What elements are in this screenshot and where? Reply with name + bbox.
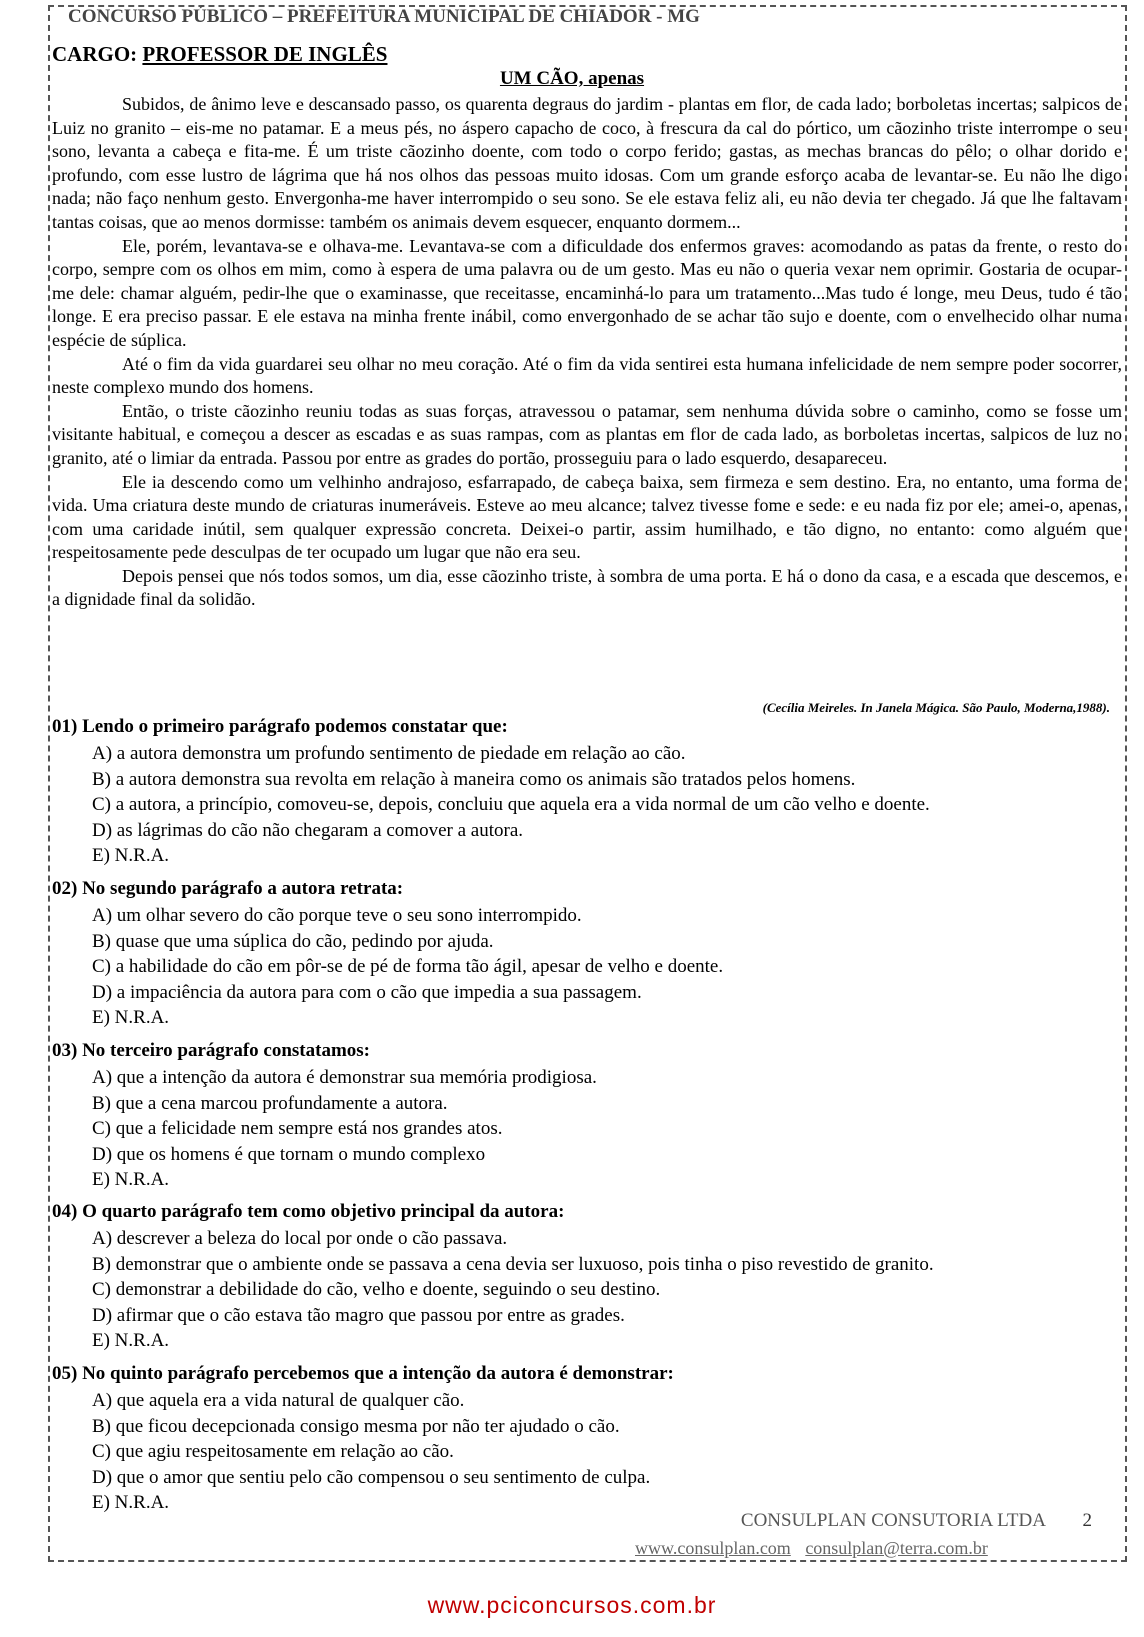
question-3-options <box>92 1065 597 1193</box>
question-1-option-d: D) as lágrimas do cão não chegaram a comover a autora. <box>92 819 523 841</box>
cargo-value: PROFESSOR DE INGLÊS <box>142 42 388 66</box>
question-2-options <box>92 903 723 1031</box>
question-5-title: 05) No quinto parágrafo percebemos que a intenção da autora é demonstrar: <box>52 1363 674 1384</box>
paragraph-3: Até o fim da vida guardarei seu olhar no meu coração. Até o fim da vida sentirei esta humana infelicidade de nem sempre poder socorrer, neste complexo mundo dos homens. <box>52 353 1122 398</box>
question-4-option-b: B) demonstrar que o ambiente onde se passava a cena devia ser luxuoso, pois tinha o piso revestido de granito. <box>92 1253 934 1275</box>
footer-links <box>635 1538 998 1559</box>
question-5-option-b: B) que ficou decepcionada consigo mesma por não ter ajudado o cão. <box>92 1415 620 1437</box>
question-2-option-e: E) N.R.A. <box>92 1007 170 1028</box>
question-1-option-e: E) N.R.A. <box>92 845 170 866</box>
question-4-option-d: D) afirmar que o cão estava tão magro que passou por entre as grades. <box>92 1304 625 1326</box>
question-3-option-a: A) que a intenção da autora é demonstrar sua memória prodigiosa. <box>92 1067 597 1088</box>
question-3-option-d: D) que os homens é que tornam o mundo complexo <box>92 1143 486 1165</box>
footer-email-link[interactable]: consulplan@terra.com.br <box>805 1538 988 1558</box>
question-2-option-b: B) quase que uma súplica do cão, pedindo por ajuda. <box>92 930 494 952</box>
question-2-title: 02) No segundo parágrafo a autora retrata: <box>52 878 404 899</box>
question-5-option-e: E) N.R.A. <box>92 1492 170 1513</box>
question-2-option-d: D) a impaciência da autora para com o cão que impedia a sua passagem. <box>92 981 642 1003</box>
paragraph-4: Então, o triste cãozinho reuniu todas as suas forças, atravessou o patamar, sem nenhuma dúvida sobre o caminho, como se fosse um visitante habitual, e começou a descer as escadas e as suas rampas, com as plantas em flor de cada lado, as borboletas incertas, salpicos de luz no granito, até o limiar da entrada. Passou por entre as grades do portão, prosseguiu para o lado esquerdo, desapareceu. <box>52 400 1122 468</box>
question-5-option-d: D) que o amor que sentiu pelo cão compensou o seu sentimento de culpa. <box>92 1466 651 1488</box>
text-body <box>52 93 1122 612</box>
question-5-option-c: C) que agiu respeitosamente em relação ao cão. <box>92 1441 454 1462</box>
question-1-options <box>92 741 930 869</box>
question-4-option-c: C) demonstrar a debilidade do cão, velho e doente, seguindo o seu destino. <box>92 1279 661 1300</box>
cargo-label: CARGO: <box>52 42 138 66</box>
question-2-option-c: C) a habilidade do cão em pôr-se de pé de forma tão ágil, apesar de velho e doente. <box>92 956 724 977</box>
text-title: UM CÃO, apenas <box>499 68 645 89</box>
cargo-line <box>52 42 387 67</box>
question-1-title: 01) Lendo o primeiro parágrafo podemos constatar que: <box>52 716 508 737</box>
question-1-option-b: B) a autora demonstra sua revolta em relação à maneira como os animais são tratados pelos homens. <box>92 768 856 790</box>
question-3-option-c: C) que a felicidade nem sempre está nos grandes atos. <box>92 1118 503 1139</box>
citation: (Cecília Meireles. In Janela Mágica. São Paulo, Moderna,1988). <box>762 700 1110 715</box>
question-4-option-e: E) N.R.A. <box>92 1330 170 1351</box>
question-3-title: 03) No terceiro parágrafo constatamos: <box>52 1040 370 1061</box>
question-3-option-e: E) N.R.A. <box>92 1169 170 1190</box>
page-number: 2 <box>1082 1510 1092 1531</box>
footer-website-link[interactable]: www.consulplan.com <box>635 1538 791 1558</box>
footer-company: CONSULPLAN CONSUTORIA LTDA <box>740 1510 1046 1531</box>
question-2-option-a: A) um olhar severo do cão porque teve o seu sono interrompido. <box>92 905 582 926</box>
question-5-options <box>92 1388 650 1516</box>
question-4-option-a: A) descrever a beleza do local por onde o cão passava. <box>92 1228 508 1249</box>
paragraph-6: Depois pensei que nós todos somos, um dia, esse cãozinho triste, à sombra de uma porta. E há o dono da casa, e a escada que descemos, e a dignidade final da solidão. <box>52 565 1122 610</box>
exam-header: CONCURSO PÚBLICO – PREFEITURA MUNICIPAL DE CHIADOR - MG <box>68 6 700 27</box>
question-1-option-a: A) a autora demonstra um profundo sentimento de piedade em relação ao cão. <box>92 743 686 764</box>
paragraph-1: Subidos, de ânimo leve e descansado passo, os quarenta degraus do jardim - plantas em flor, de cada lado; borboletas incertas; salpicos de Luiz no granito – eis-me no patamar. E a meus pés, no áspero capacho de coco, à frescura da cal do pórtico, um cãozinho triste interrompe o seu sono, levanta a cabeça e fita-me. É um triste cãozinho doente, com todo o corpo ferido; gastas, as mechas brancas do pêlo; o olhar dorido e profundo, com esse lustro de lágrima que há nos olhos das pessoas muito idosas. Com um grande esforço acaba de levantar-se. Eu não lhe digo nada; não faço nenhum gesto. Envergonha-me haver interrompido o seu sono. Se ele estava feliz ali, eu não devia ter chegado. Já que lhe faltavam tantas coisas, que ao menos dormisse: também os animais devem esquecer, enquanto dormem... <box>52 94 1122 232</box>
paragraph-2: Ele, porém, levantava-se e olhava-me. Levantava-se com a dificuldade dos enfermos graves: acomodando as patas da frente, o resto do corpo, sempre com os olhos em mim, como à espera de uma palavra ou de um gesto. Mas eu não o queria vexar nem oprimir. Gostaria de ocupar-me dele: chamar alguém, pedir-lhe que o examinasse, que receitasse, encaminhá-lo para um tratamento...Mas tudo é longe, meu Deus, tudo é tão longe. E era preciso passar. E ele estava na minha frente inábil, como envergonhado de se achar tão sujo e doente, com o envelhecido olhar numa espécie de súplica. <box>52 235 1122 350</box>
paragraph-5: Ele ia descendo como um velhinho andrajoso, esfarrapado, de cabeça baixa, sem firmeza e sem destino. Era, no entanto, uma forma de vida. Uma criatura deste mundo de criaturas inumeráveis. Esteve ao meu alcance; talvez tivesse fome e sede: e eu nada fiz por ele; amei-o, apenas, com uma caridade inútil, sem qualquer expressão concreta. Deixei-o partir, assim humilhado, e tão digno, no entanto: como alguém que respeitosamente pede desculpas de ter ocupado um lugar que não era seu. <box>52 471 1122 563</box>
question-4-options <box>92 1226 934 1354</box>
watermark-url[interactable]: www.pciconcursos.com.br <box>427 1592 717 1618</box>
question-5-option-a: A) que aquela era a vida natural de qualquer cão. <box>92 1390 465 1411</box>
question-1-option-c: C) a autora, a princípio, comoveu-se, depois, concluiu que aquela era a vida normal de um cão velho e doente. <box>92 794 930 815</box>
question-4-title: 04) O quarto parágrafo tem como objetivo principal da autora: <box>52 1201 565 1222</box>
question-3-option-b: B) que a cena marcou profundamente a autora. <box>92 1092 448 1114</box>
